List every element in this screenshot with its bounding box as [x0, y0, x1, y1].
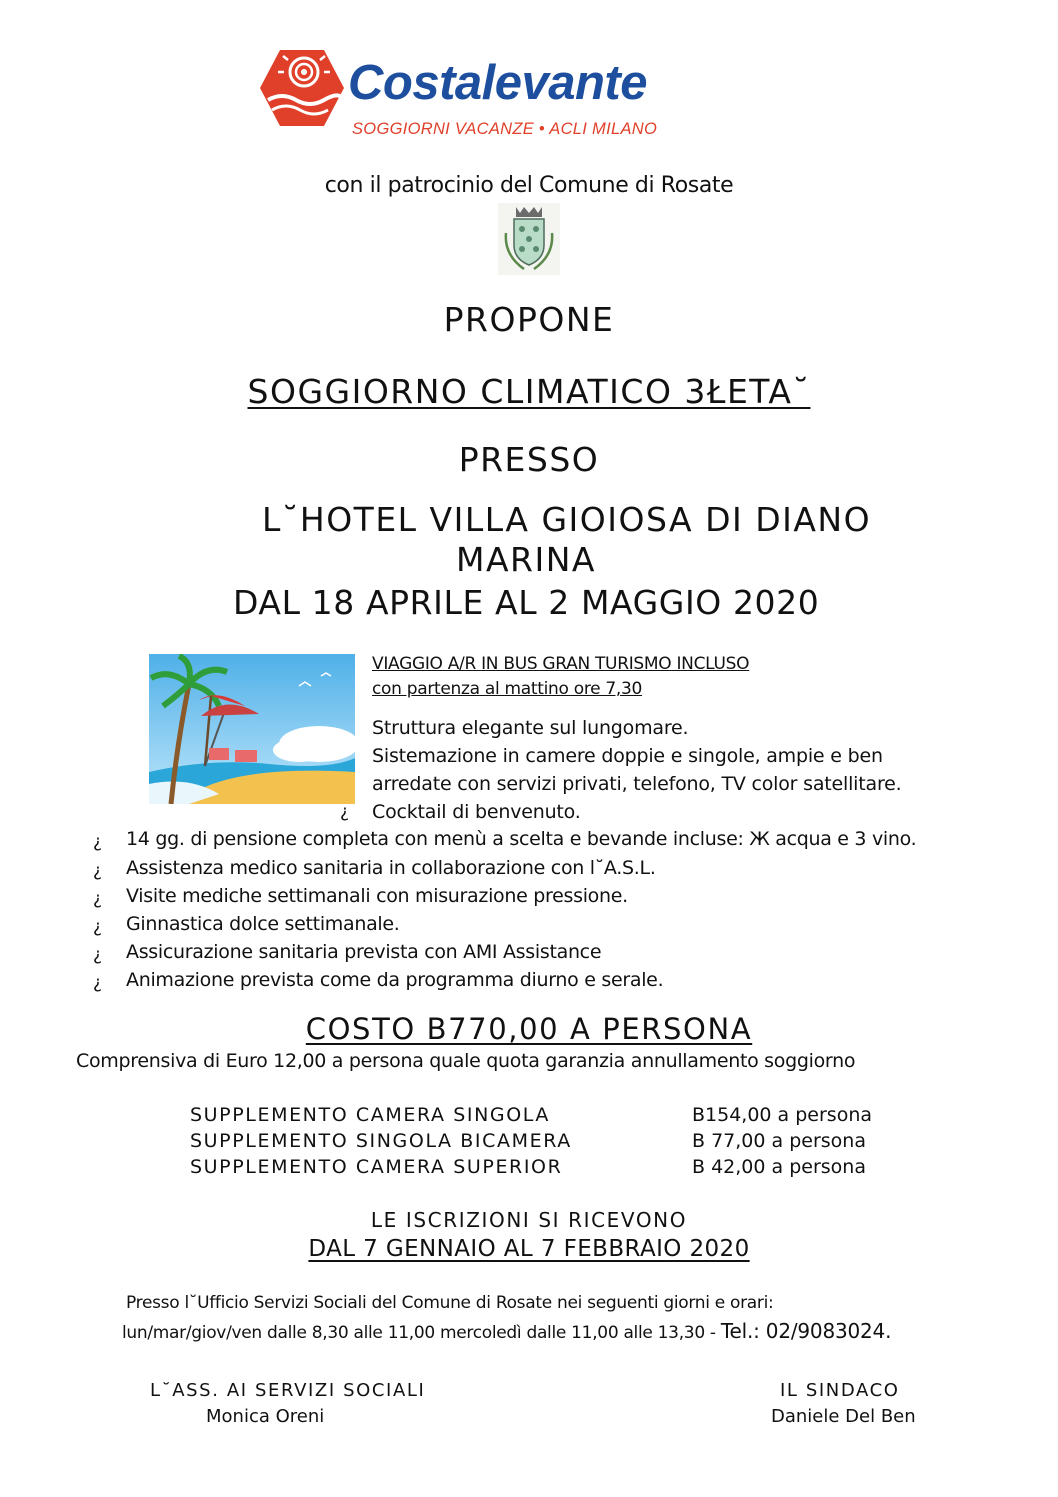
- feature-item: Assistenza medico sanitaria in collaborazione con l˘A.S.L.: [126, 857, 656, 879]
- feature-item: Assicurazione sanitaria prevista con AMI Assistance: [126, 941, 602, 963]
- brand-logo: [258, 48, 346, 128]
- feature-item: Visite mediche settimanali con misurazione pressione.: [126, 885, 628, 907]
- signature-left-name: Monica Oreni: [206, 1406, 325, 1427]
- bullet-icon: ¿: [93, 832, 103, 852]
- beach-umbrella-image: [149, 654, 355, 804]
- travel-line1: VIAGGIO A/R IN BUS GRAN TURISMO INCLUSO: [372, 654, 750, 674]
- sun-wave-logo-icon: [258, 48, 346, 128]
- supplement-price: B 42,00 a persona: [692, 1156, 866, 1178]
- cocktail-bullet-icon: ¿: [340, 802, 350, 822]
- cost-note: Comprensiva di Euro 12,00 a persona quale quota garanzia annullamento soggiorno: [76, 1050, 856, 1072]
- registration-heading: LE ISCRIZIONI SI RICEVONO: [370, 1208, 688, 1232]
- brand-tagline: SOGGIORNI VACANZE • ACLI MILANO: [352, 120, 658, 138]
- description-cocktail: Cocktail di benvenuto.: [372, 801, 581, 823]
- supplement-label: SUPPLEMENTO CAMERA SINGOLA: [190, 1104, 550, 1126]
- supplement-price: B154,00 a persona: [692, 1104, 873, 1126]
- description-line2: Sistemazione in camere doppie e singole, ampie e ben: [372, 745, 883, 767]
- description-line3: arredate con servizi privati, telefono, TV color satellitare.: [372, 773, 902, 795]
- bullet-icon: ¿: [93, 889, 103, 909]
- feature-item: Animazione prevista come da programma diurno e serale.: [126, 969, 664, 991]
- brand-name: Costalevante: [348, 56, 648, 110]
- bullet-icon: ¿: [93, 945, 103, 965]
- propone-heading: PROPONE: [443, 300, 615, 339]
- office-hours: lun/mar/giov/ven dalle 8,30 alle 11,00 mercoledì dalle 11,00 alle 13,30 -: [122, 1323, 716, 1343]
- travel-line2: con partenza al mattino ore 7,30: [372, 679, 643, 699]
- supplement-label: SUPPLEMENTO SINGOLA BICAMERA: [190, 1130, 572, 1152]
- soggiorno-title: SOGGIORNO CLIMATICO 3ŁETA˘: [247, 372, 811, 411]
- signature-right-title: IL SINDACO: [780, 1380, 900, 1401]
- feature-item: Ginnastica dolce settimanale.: [126, 913, 400, 935]
- hotel-name-line1: L˘HOTEL VILLA GIOIOSA DI DIANO: [262, 500, 872, 539]
- description-line1: Struttura elegante sul lungomare.: [372, 717, 689, 739]
- bullet-icon: ¿: [93, 917, 103, 937]
- office-phone: Tel.: 02/9083024.: [720, 1319, 892, 1343]
- registration-dates: DAL 7 GENNAIO AL 7 FEBBRAIO 2020: [308, 1236, 750, 1262]
- cost-headline: COSTO B770,00 A PERSONA: [305, 1012, 753, 1046]
- supplement-price: B 77,00 a persona: [692, 1130, 866, 1152]
- stay-dates: DAL 18 APRILE AL 2 MAGGIO 2020: [233, 583, 820, 622]
- signature-left-title: L˘ASS. AI SERVIZI SOCIALI: [150, 1380, 426, 1401]
- signature-right-name: Daniele Del Ben: [771, 1406, 916, 1427]
- patronage-text: con il patrocinio del Comune di Rosate: [324, 173, 734, 198]
- supplement-label: SUPPLEMENTO CAMERA SUPERIOR: [190, 1156, 563, 1178]
- presso-heading: PRESSO: [458, 440, 600, 479]
- hotel-name-line2: MARINA: [456, 540, 596, 579]
- office-info-line2: [122, 1319, 891, 1343]
- bullet-icon: ¿: [93, 861, 103, 881]
- bullet-icon: ¿: [93, 973, 103, 993]
- municipal-crest-icon: [498, 203, 560, 275]
- feature-item: 14 gg. di pensione completa con menù a scelta e bevande incluse: Ж acqua e 3 vino.: [126, 828, 917, 850]
- beach-illustration: [149, 654, 355, 804]
- coat-of-arms: [498, 203, 560, 275]
- office-info-line1: Presso l˘Ufficio Servizi Sociali del Comune di Rosate nei seguenti giorni e orari:: [126, 1293, 774, 1313]
